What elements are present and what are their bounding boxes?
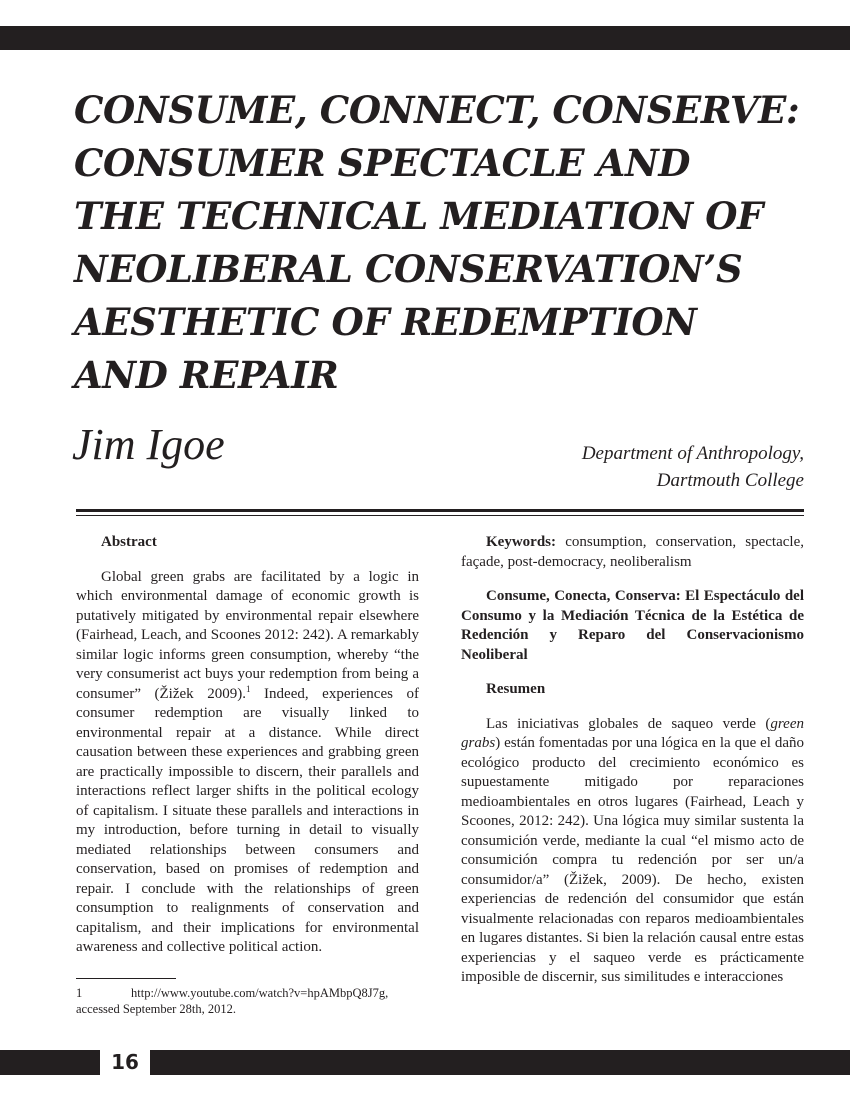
footnote-text[interactable]: http://www.youtube.com/watch?v=hpAMbpQ8J7g, accessed September 28th, 2012. [76, 986, 389, 1016]
keywords-text: consumption, conservation, spectacle, façade, post-democracy, neoliberalism [461, 534, 804, 570]
footer-bar-left [0, 1050, 100, 1075]
affiliation-institution: Dartmouth College [656, 470, 804, 491]
left-column [76, 533, 419, 958]
abstract-text-part2: Indeed, experiences of consumer redemption are visually linked to environmental repair at a distance. While direct causation between these experiences and grabbing green are practically impossible to discern, their parallels and interactions reflect larger shifts in the political ecology of capitalism. I situate these parallels and interactions in my introduction, before turning in detail to visually mediated relationships between consumers and conservation, based on promises of redemption and repair. I conclude with the relationships of green consumption to realignments of conservation and capitalism, and their implications for environmental awareness and collective political action. [76, 685, 419, 955]
affiliation-department: Department of Anthropology, [581, 443, 804, 464]
title-line: AND REPAIR [74, 353, 339, 397]
right-column [461, 533, 804, 988]
header-rule-thin [76, 515, 804, 516]
resumen-heading: Resumen [486, 681, 546, 697]
footnote-reference[interactable]: 1 [245, 683, 251, 694]
author-name: Jim Igoe [72, 420, 225, 469]
title-line: NEOLIBERAL CONSERVATION’S [74, 247, 743, 291]
abstract-text-part1: Global green grabs are facilitated by a logic in which environmental damage of economic growth is putatively mitigated by environmental repair elsewhere (Fairhead, Leach, and Scoones 2012: 242). A remarkably similar logic informs green consumption, whereby “the very consumerist act buys your redemption from being a consumer” (Žižek 2009). [76, 568, 419, 702]
resumen-body [461, 715, 804, 988]
page-number: 16 [111, 1050, 139, 1074]
resumen-text-italic: green grabs [461, 715, 804, 751]
author-affiliation [582, 440, 804, 494]
keywords-label: Keywords: [486, 534, 556, 550]
resumen-text-start: Las iniciativas globales de saqueo verde ( [486, 715, 771, 732]
top-bar [0, 26, 850, 50]
footnote [76, 985, 421, 1017]
header-rule-thick [76, 509, 804, 512]
title-line: CONSUMER SPECTACLE AND [74, 141, 691, 185]
keywords [461, 533, 804, 572]
abstract-heading: Abstract [101, 534, 157, 550]
article-title [74, 84, 814, 402]
footer-bar-right [150, 1050, 850, 1075]
resumen-text-rest: ) están fomentadas por una lógica en la que el daño ecológico producto del crecimiento económico es supuestamente mitigado por reparaciones medioambientales en otros lugares (Fairhead, Leach y Scoones, 2012: 242). Una lógica muy similar sustenta la consumición verde, mediante la cual “el mismo acto de consumición compra tu redención por ser un/a consumidor/a” (Žižek, 2009). De hecho, existen experiencias de redención del consumidor que están visualmente relacionadas con reparos medioambientales en lugares distantes. Si bien la relación causal entre estas experiencias y el saqueo verde es prácticamente imposible de discernir, sus similitudes e interacciones [461, 735, 804, 985]
footnote-number: 1 [76, 986, 83, 1000]
title-line: THE TECHNICAL MEDIATION OF [74, 194, 764, 238]
title-line: AESTHETIC OF REDEMPTION [74, 300, 697, 344]
spanish-title: Consume, Conecta, Conserva: El Espectáculo del Consumo y la Mediación Técnica de la Estética de Redención y Reparo del Conservacionismo Neoliberal [461, 588, 804, 663]
title-line: CONSUME, CONNECT, CONSERVE: [74, 88, 800, 132]
footnote-rule [76, 978, 176, 979]
abstract-body [76, 568, 419, 958]
